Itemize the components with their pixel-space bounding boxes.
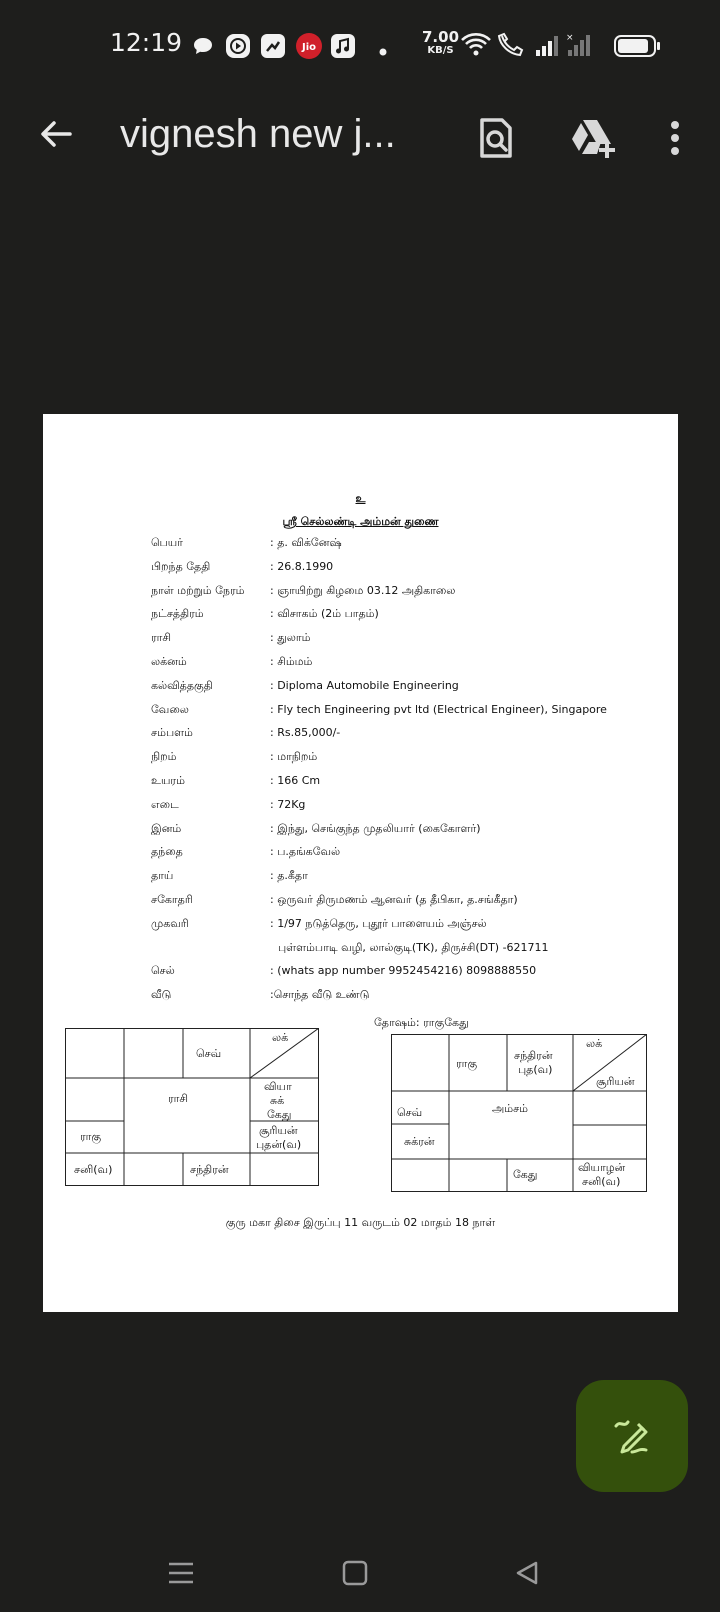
- field-label: செல்: [151, 964, 175, 978]
- net-speed-value: 7.00: [422, 28, 460, 46]
- system-nav-bar: [0, 1540, 720, 1612]
- rasi-santhiran: சந்திரன்: [190, 1163, 229, 1176]
- dot-icon: [379, 41, 387, 60]
- amsam-sani: சனி(வ): [582, 1175, 621, 1188]
- field-label: தந்தை: [151, 845, 183, 859]
- amsam-sukran: சுக்ரன்: [404, 1135, 435, 1148]
- amsam-raagu: ராகு: [456, 1057, 478, 1070]
- field-value: :சொந்த வீடு உண்டு: [270, 988, 370, 1002]
- field-value: : 72Kg: [270, 797, 306, 811]
- document-page[interactable]: [43, 414, 678, 1312]
- status-bar: [0, 0, 720, 90]
- net-speed-unit: KB/S: [427, 45, 454, 56]
- jio-icon: [295, 32, 323, 64]
- field-value: : ப.தங்கவேல்: [270, 845, 341, 859]
- battery-icon: [614, 35, 662, 61]
- field-label: சம்பளம்: [151, 726, 193, 740]
- field-value: : 1/97 நடுத்தெரு, புதூர் பாளையம் அஞ்சல்: [270, 916, 487, 930]
- field-label: பிறந்த தேதி: [151, 559, 211, 573]
- more-vert-icon[interactable]: [660, 112, 690, 164]
- field-value: : Fly tech Engineering pvt ltd (Electrical Engineer), Singapore: [270, 702, 607, 716]
- field-label: எடை: [151, 797, 179, 811]
- field-label: ராசி: [151, 631, 172, 645]
- field-value: : ஒருவர் திருமணம் ஆனவர் (த தீபிகா, த.சங்கீதா): [270, 893, 518, 906]
- wifi-icon: [460, 30, 492, 62]
- edit-fab-button[interactable]: [576, 1380, 688, 1492]
- amsam-center: அம்சம்: [492, 1102, 529, 1115]
- rasi-suk: சுக்: [270, 1094, 285, 1107]
- amsam-sev: செவ்: [397, 1106, 423, 1119]
- field-value: : 166 Cm: [270, 774, 321, 787]
- amsam-puthan: புத(வ): [518, 1063, 553, 1076]
- chat-bubble-icon: [192, 36, 214, 60]
- svg-text:×: ×: [566, 33, 574, 43]
- amsam-sooriyan: சூரியன்: [596, 1075, 635, 1088]
- menu-icon[interactable]: [166, 1558, 196, 1588]
- om-symbol: உ: [355, 492, 366, 505]
- field-label: தாய்: [151, 869, 174, 883]
- rasi-viya: வியா: [264, 1080, 292, 1093]
- field-label: நாள் மற்றும் நேரம்: [151, 583, 245, 597]
- rasi-raagu: ராகு: [80, 1130, 102, 1143]
- rasi-kethu: கேது: [267, 1108, 292, 1121]
- home-icon[interactable]: [340, 1558, 370, 1588]
- field-value: : இந்து, செங்குந்த முதலியார் (கைகோளர்): [270, 821, 481, 835]
- field-label: முகவரி: [151, 916, 189, 930]
- dosham-text: தோஷம்: ராகுகேது: [374, 1016, 469, 1029]
- field-label: கல்வித்தகுதி: [151, 678, 213, 692]
- signal-bars-icon: [536, 34, 560, 60]
- back-icon[interactable]: [512, 1558, 542, 1588]
- field-value: புள்ளம்பாடி வழி, லால்குடி(TK), திருச்சி(DT) -621711: [278, 940, 549, 954]
- rasi-sev: செவ்: [196, 1047, 222, 1060]
- field-label: நிறம்: [151, 750, 177, 764]
- rasi-chart: [65, 1028, 319, 1186]
- amsam-santhiran: சந்திரன்: [514, 1049, 553, 1062]
- music-app-icon: [330, 33, 356, 63]
- footer-text: குரு மகா திசை இருப்பு 11 வருடம் 02 மாதம் 18 நாள்: [225, 1216, 496, 1229]
- add-to-drive-icon[interactable]: [566, 112, 618, 164]
- field-value: : சிம்மம்: [270, 655, 313, 668]
- field-label: வீடு: [151, 988, 172, 1002]
- status-time: 12:19: [110, 28, 183, 57]
- amsam-lak: லக்: [586, 1037, 603, 1050]
- field-value: : விசாகம் (2ம் பாதம்): [270, 607, 379, 621]
- svg-text:Jio: Jio: [301, 42, 317, 53]
- field-value: : மாநிறம்: [270, 750, 318, 764]
- field-label: பெயர்: [151, 536, 183, 549]
- field-value: : ஞாயிற்று கிழமை 03.12 அதிகாலை: [270, 583, 456, 597]
- field-value: : (whats app number 9952454216) 8098888550: [270, 964, 537, 978]
- document-title: vignesh new j...: [120, 112, 396, 156]
- field-value: : Diploma Automobile Engineering: [270, 678, 459, 692]
- signal-bars-2-icon: [566, 32, 592, 60]
- amsam-kethu: கேது: [513, 1168, 538, 1181]
- rasi-lak: லக்: [272, 1031, 289, 1044]
- document-heading: ஸ்ரீ செல்லண்டி அம்மன் துணை: [282, 515, 439, 528]
- rasi-sooriyan: சூரியன்: [259, 1124, 298, 1137]
- amsam-chart: [391, 1034, 647, 1192]
- field-value: : துலாம்: [270, 631, 311, 645]
- field-label: நட்சத்திரம்: [151, 607, 204, 621]
- field-value: : 26.8.1990: [270, 559, 334, 573]
- field-label: லக்னம்: [151, 655, 187, 668]
- wifi-call-icon: [497, 32, 527, 62]
- rasi-puthan: புதன்(வ): [256, 1138, 302, 1151]
- edit-pen-icon: [610, 1414, 654, 1458]
- find-in-page-icon[interactable]: [472, 112, 520, 164]
- app-notification-icon: [260, 33, 286, 63]
- back-arrow-icon[interactable]: [32, 110, 80, 158]
- field-value: : த. விக்னேஷ்: [270, 536, 342, 549]
- play-circle-icon: [225, 33, 251, 63]
- field-value: : த.கீதா: [270, 869, 308, 883]
- rasi-center: ராசி: [168, 1092, 189, 1105]
- field-label: சகோதரி: [151, 893, 193, 906]
- rasi-sani: சனி(வ): [74, 1163, 113, 1176]
- amsam-viyazhan: வியாழன்: [578, 1161, 626, 1174]
- net-speed: [422, 30, 459, 58]
- field-label: இனம்: [151, 821, 182, 835]
- field-label: வேலை: [151, 702, 189, 716]
- field-label: உயரம்: [151, 774, 185, 787]
- field-value: : Rs.85,000/-: [270, 726, 341, 740]
